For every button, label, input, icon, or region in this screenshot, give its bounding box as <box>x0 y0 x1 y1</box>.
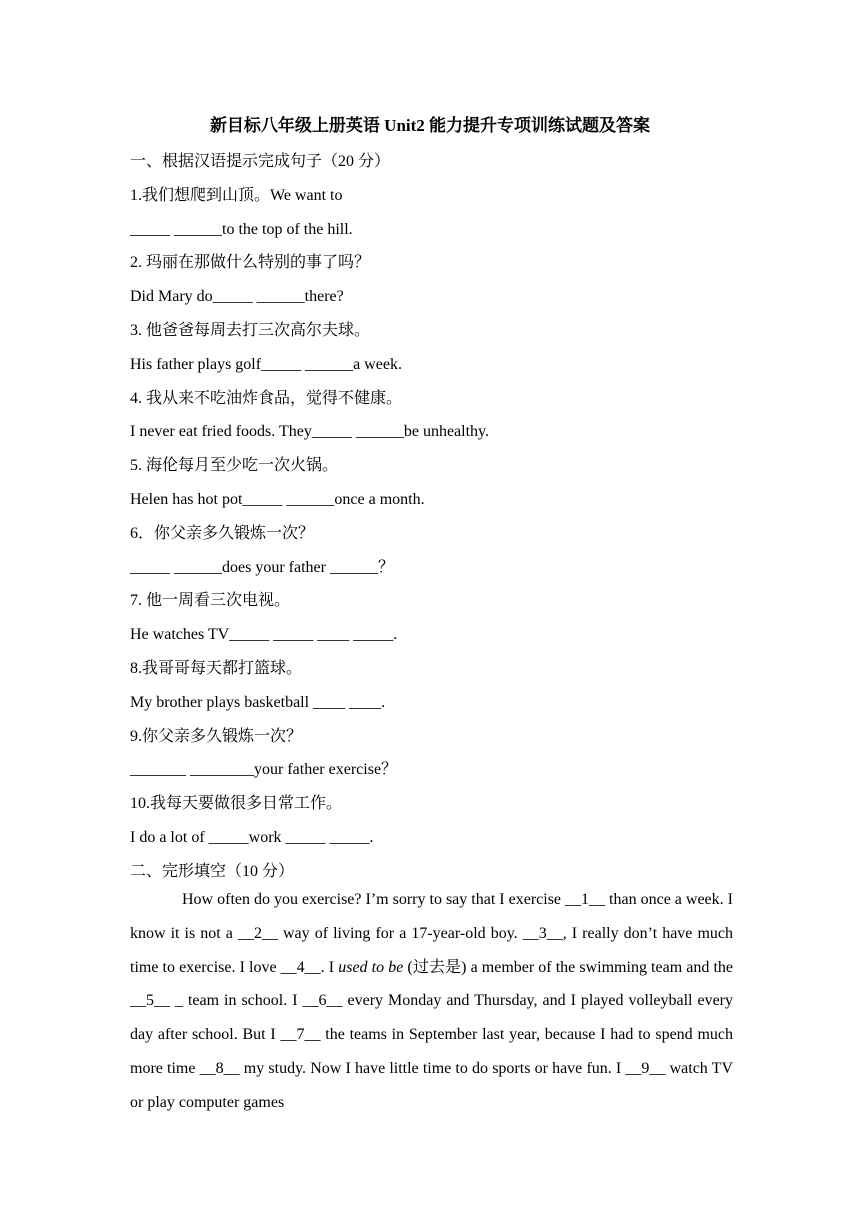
cloze-passage <box>130 883 733 1120</box>
italic-phrase: used to be <box>338 958 404 976</box>
answer-line: _____ ______to the top of the hill. <box>130 220 353 238</box>
answer-line: His father plays golf_____ ______a week. <box>130 355 402 373</box>
question-line: 10.我每天要做很多日常工作。 <box>130 795 343 813</box>
passage-text: (过去是) a member of the swimming team and the __5__ _ team in school. I __6__ every Monday and Thursday, and I played volleyball every day after school. But I __7__ the teams in September last year, because I had to spend much more time __8__ my study. Now I have little time to do sports or have fun. I __9__ watch TV or play computer games <box>130 958 734 1111</box>
answer-line: _____ ______does your father ______？ <box>130 558 394 576</box>
question-line: 2. 玛丽在那做什么特别的事了吗？ <box>130 254 371 272</box>
question-line: 6．你父亲多久锻炼一次？ <box>130 524 315 542</box>
question-line: 9.你父亲多久锻炼一次？ <box>130 727 303 745</box>
section-1 <box>130 145 734 889</box>
question-line: 5. 海伦每月至少吃一次火锅。 <box>130 457 339 475</box>
answer-line: He watches TV_____ _____ ____ _____. <box>130 626 398 644</box>
cloze-paragraph <box>130 883 733 1120</box>
answer-line: My brother plays basketball ____ ____. <box>130 693 386 711</box>
answer-line: Did Mary do_____ ______there? <box>130 288 344 306</box>
question-line: 1.我们想爬到山顶。We want to <box>130 186 343 204</box>
question-line: 4. 我从来不吃油炸食品，觉得不健康。 <box>130 389 403 407</box>
section-heading: 二、完形填空（10 分） <box>130 862 295 880</box>
document-title: 新目标八年级上册英语 Unit2 能力提升专项训练试题及答案 <box>209 116 651 135</box>
answer-line: _______ ________your father exercise？ <box>130 761 398 779</box>
answer-line: Helen has hot pot_____ ______once a month. <box>130 490 425 508</box>
answer-line: I do a lot of _____work _____ _____. <box>130 828 374 846</box>
passage-text: How often do you exercise? I’m sorry to say that I exercise __1__ than once a week. I know it is not a __2__ way of living for a 17-year-old boy. __3__, I really don’t have much time to exercise. I love __4__. I <box>130 891 733 976</box>
question-line: 8.我哥哥每天都打篮球。 <box>130 659 303 677</box>
question-line: 3. 他爸爸每周去打三次高尔夫球。 <box>130 321 371 339</box>
section-heading: 一、根据汉语提示完成句子（20 分） <box>130 153 391 170</box>
question-line: 7. 他一周看三次电视。 <box>130 592 291 610</box>
answer-line: I never eat fried foods. They_____ ______be unhealthy. <box>130 423 490 441</box>
